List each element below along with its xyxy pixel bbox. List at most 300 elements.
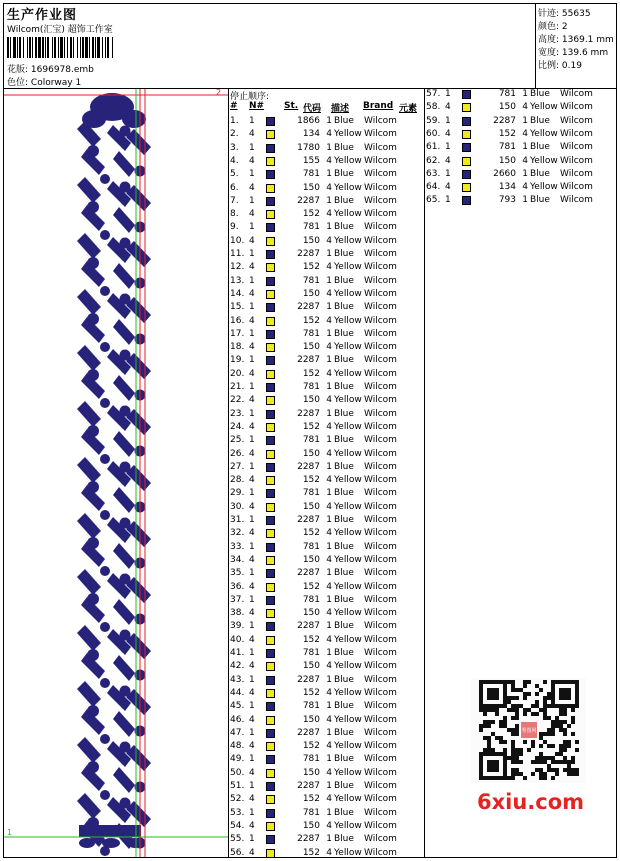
thread-code: 134 <box>302 129 320 140</box>
stop-number: 9. <box>230 222 239 233</box>
pattern-motif <box>102 838 120 848</box>
thread-code: 150 <box>302 767 320 778</box>
color-code: 1 <box>326 594 332 605</box>
color-code: 4 <box>326 262 332 273</box>
qr-module <box>555 768 559 772</box>
table-row <box>230 354 425 367</box>
stop-number: 32. <box>230 528 245 539</box>
design-file <box>7 62 94 75</box>
qr-module <box>527 680 531 684</box>
color-swatch <box>266 410 275 419</box>
thread-brand: Wilcom <box>364 288 397 299</box>
qr-module <box>511 772 515 776</box>
qr-module <box>571 768 575 772</box>
stop-number: 52. <box>230 794 245 805</box>
stop-number: 28. <box>230 475 245 486</box>
color-description: Yellow <box>334 395 362 406</box>
thread-code: 150 <box>302 288 320 299</box>
color-code: 1 <box>522 142 528 153</box>
qr-module <box>563 708 567 712</box>
qr-module <box>511 748 515 752</box>
color-swatch <box>266 197 275 206</box>
color-swatch <box>266 330 275 339</box>
stop-number: 17. <box>230 328 245 339</box>
stop-number: 34. <box>230 554 245 565</box>
qr-module <box>503 720 507 724</box>
qr-module <box>511 732 515 736</box>
stop-number: 38. <box>230 608 245 619</box>
color-code: 1 <box>326 754 332 765</box>
qr-module <box>531 712 535 716</box>
pattern-leaf <box>77 737 101 763</box>
color-swatch <box>462 157 471 166</box>
thread-brand: Wilcom <box>364 408 397 419</box>
thread-code: 152 <box>302 528 320 539</box>
color-code: 4 <box>326 368 332 379</box>
qr-module <box>487 708 491 712</box>
needle-number: 1 <box>249 408 255 419</box>
meta-label: 比例: <box>538 61 560 71</box>
table-row <box>230 474 425 487</box>
color-swatch <box>266 676 275 685</box>
table-row <box>230 128 425 141</box>
needle-number: 4 <box>249 235 255 246</box>
color-swatch <box>266 210 275 219</box>
site-logo: 6xiu.com <box>477 790 585 814</box>
stop-number: 40. <box>230 634 245 645</box>
qr-module <box>507 708 511 712</box>
thread-brand: Wilcom <box>560 89 593 99</box>
qr-module <box>563 748 567 752</box>
stop-number: 29. <box>230 488 245 499</box>
meta-value: 0.19 <box>561 61 582 71</box>
thread-brand: Wilcom <box>364 820 397 831</box>
thread-code: 150 <box>302 501 320 512</box>
needle-number: 1 <box>249 781 255 791</box>
pattern-motif <box>127 838 143 848</box>
qr-badge-label: 秀图网 <box>521 728 537 734</box>
qr-module <box>575 768 579 772</box>
pattern-leaf <box>113 431 135 457</box>
qr-module <box>559 760 563 764</box>
pattern-dot <box>100 678 110 688</box>
qr-module <box>551 776 555 780</box>
col-header-brand: Brand <box>363 101 394 111</box>
table-row <box>230 288 425 301</box>
thread-code: 152 <box>302 262 320 273</box>
qr-module <box>535 684 539 688</box>
qr-module <box>543 732 547 736</box>
thread-code: 2287 <box>297 568 320 579</box>
needle-number: 1 <box>249 249 255 259</box>
qr-module <box>487 720 491 724</box>
needle-number: 4 <box>249 634 255 645</box>
qr-module <box>559 720 563 724</box>
qr-module <box>503 740 507 744</box>
color-swatch <box>266 370 275 379</box>
needle-number: 4 <box>249 608 255 619</box>
color-swatch <box>462 196 471 205</box>
color-description: Blue <box>334 648 354 658</box>
needle-number: 1 <box>249 807 255 818</box>
thread-code: 2287 <box>297 461 320 472</box>
pattern-dot <box>120 126 131 137</box>
qr-module <box>575 772 579 776</box>
stop-number: 44. <box>230 687 245 698</box>
qr-module <box>539 708 543 712</box>
color-description: Blue <box>334 834 354 845</box>
thread-brand: Wilcom <box>364 701 397 712</box>
color-description: Yellow <box>334 847 362 858</box>
qr-module <box>511 728 515 732</box>
needle-number: 4 <box>445 128 451 139</box>
needle-number: 4 <box>249 315 255 326</box>
needle-number: 4 <box>249 155 255 166</box>
color-swatch <box>266 702 275 711</box>
color-code: 1 <box>522 89 528 99</box>
qr-module <box>567 724 571 728</box>
thread-brand: Wilcom <box>364 554 397 565</box>
table-row <box>426 168 620 181</box>
col-header-code: 代码 <box>303 104 322 114</box>
thread-brand: Wilcom <box>364 275 397 286</box>
thread-code: 781 <box>302 594 320 605</box>
stop-number: 45. <box>230 701 245 712</box>
thread-code: 155 <box>302 155 320 166</box>
qr-module <box>491 708 495 712</box>
table-row <box>230 687 425 700</box>
qr-module <box>575 740 579 744</box>
thread-brand: Wilcom <box>364 169 397 180</box>
qr-module <box>539 736 543 740</box>
color-swatch <box>266 117 275 126</box>
meta-scale <box>538 58 582 71</box>
color-description: Yellow <box>334 741 362 752</box>
meta-label: 高度: <box>538 35 560 45</box>
thread-brand: Wilcom <box>364 328 397 339</box>
qr-module <box>515 728 519 732</box>
thread-code: 152 <box>302 741 320 752</box>
qr-module <box>511 704 515 708</box>
thread-brand: Wilcom <box>364 395 397 406</box>
table-row <box>230 501 425 514</box>
pattern-dot <box>120 294 131 305</box>
qr-module <box>515 724 519 728</box>
qr-module <box>543 756 547 760</box>
table-row <box>230 301 425 314</box>
qr-module <box>559 748 563 752</box>
qr-module <box>523 684 527 688</box>
color-code: 4 <box>326 847 332 858</box>
stop-number: 36. <box>230 581 245 592</box>
color-description: Yellow <box>334 608 362 619</box>
qr-module <box>503 748 507 752</box>
needle-number: 1 <box>249 515 255 525</box>
table-row <box>230 767 425 780</box>
stop-number: 39. <box>230 621 245 632</box>
table-row <box>230 620 425 633</box>
table-row <box>230 381 425 394</box>
stop-number: 16. <box>230 315 245 326</box>
qr-module <box>511 740 515 744</box>
color-code: 4 <box>326 554 332 565</box>
table-row <box>230 714 425 727</box>
color-code: 1 <box>326 727 332 738</box>
color-description: Yellow <box>334 288 362 299</box>
barcode <box>7 37 157 58</box>
color-swatch <box>266 184 275 193</box>
needle-number: 1 <box>249 275 255 286</box>
table-row <box>230 182 425 195</box>
color-description: Yellow <box>334 661 362 672</box>
pattern-leaf <box>77 401 101 427</box>
qr-module <box>555 772 559 776</box>
pattern-dot <box>120 182 131 193</box>
color-description: Blue <box>334 807 354 818</box>
qr-module <box>559 724 563 728</box>
stop-number: 53. <box>230 807 245 818</box>
qr-module <box>519 772 523 776</box>
color-description: Yellow <box>334 501 362 512</box>
stop-number: 35. <box>230 568 245 579</box>
table-row <box>230 674 425 687</box>
qr-module <box>523 776 527 780</box>
qr-module <box>511 684 515 688</box>
qr-module <box>543 760 547 764</box>
color-code: 1 <box>326 116 332 126</box>
qr-module <box>547 696 551 700</box>
color-description: Blue <box>530 195 550 206</box>
thread-brand: Wilcom <box>364 714 397 725</box>
thread-code: 134 <box>498 182 516 193</box>
stop-number: 49. <box>230 754 245 765</box>
needle-number: 4 <box>249 182 255 193</box>
needle-number: 1 <box>249 834 255 845</box>
table-row <box>230 142 425 155</box>
pattern-leaf <box>113 319 135 345</box>
table-row <box>230 394 425 407</box>
qr-module <box>571 720 575 724</box>
pattern-leaf <box>77 233 101 259</box>
pattern-leaf <box>113 655 135 681</box>
stop-number: 61. <box>426 142 441 153</box>
stop-number: 2. <box>230 129 239 140</box>
thread-brand: Wilcom <box>364 807 397 818</box>
table-row <box>230 807 425 820</box>
color-code: 1 <box>326 781 332 791</box>
qr-module <box>559 744 563 748</box>
qr-module <box>551 768 555 772</box>
thread-code: 781 <box>302 328 320 339</box>
qr-module <box>543 708 547 712</box>
thread-brand: Wilcom <box>364 315 397 326</box>
color-description: Blue <box>334 222 354 233</box>
color-code: 4 <box>326 794 332 805</box>
stop-number: 18. <box>230 342 245 353</box>
color-swatch <box>266 543 275 552</box>
qr-module <box>527 748 531 752</box>
qr-module <box>483 708 487 712</box>
color-description: Blue <box>334 142 354 153</box>
qr-module <box>547 744 551 748</box>
color-description: Blue <box>334 515 354 525</box>
color-swatch <box>462 117 471 126</box>
color-description: Blue <box>334 461 354 472</box>
color-description: Blue <box>334 116 354 126</box>
thread-code: 152 <box>302 634 320 645</box>
qr-module <box>515 712 519 716</box>
qr-module <box>531 772 535 776</box>
qr-module <box>535 756 539 760</box>
qr-module <box>507 696 511 700</box>
stop-number: 43. <box>230 674 245 685</box>
color-code: 4 <box>326 608 332 619</box>
pattern-dot <box>100 230 110 240</box>
color-swatch <box>462 130 471 139</box>
qr-module <box>567 764 571 768</box>
thread-brand: Wilcom <box>364 262 397 273</box>
thread-code: 2660 <box>493 168 516 179</box>
qr-module <box>559 728 563 732</box>
qr-module <box>535 704 539 708</box>
color-code: 4 <box>326 687 332 698</box>
qr-module <box>539 744 543 748</box>
table-row <box>230 115 425 128</box>
color-swatch <box>266 383 275 392</box>
stop-number: 56. <box>230 847 245 858</box>
thread-brand: Wilcom <box>560 142 593 153</box>
pattern-leaf <box>113 375 135 401</box>
table-row <box>230 753 425 766</box>
qr-code <box>471 678 586 783</box>
qr-finder <box>487 688 499 700</box>
thread-code: 152 <box>302 209 320 220</box>
color-swatch <box>266 822 275 831</box>
qr-module <box>543 712 547 716</box>
colorway-value: Colorway 1 <box>30 78 82 88</box>
qr-module <box>571 708 575 712</box>
needle-number: 1 <box>445 115 451 126</box>
qr-module <box>507 700 511 704</box>
qr-module <box>523 680 527 684</box>
color-description: Blue <box>334 435 354 446</box>
pattern-dot <box>100 566 110 576</box>
thread-code: 150 <box>302 235 320 246</box>
color-code: 4 <box>326 581 332 592</box>
thread-code: 793 <box>498 195 516 206</box>
col-header-st: St. <box>284 101 299 111</box>
table-row <box>230 833 425 846</box>
table-row <box>230 541 425 554</box>
qr-module <box>571 772 575 776</box>
thread-code: 781 <box>302 754 320 765</box>
qr-module <box>515 768 519 772</box>
needle-number: 4 <box>445 182 451 193</box>
needle-number: 4 <box>249 129 255 140</box>
qr-module <box>551 760 555 764</box>
qr-module <box>531 744 535 748</box>
qr-module <box>567 768 571 772</box>
needle-number: 4 <box>249 288 255 299</box>
color-description: Blue <box>530 89 550 99</box>
meta-label: 宽度: <box>538 48 560 58</box>
thread-brand: Wilcom <box>364 448 397 459</box>
col-header-no: # <box>230 101 238 111</box>
pattern-dot <box>120 238 131 249</box>
color-swatch <box>266 622 275 631</box>
pattern-dot <box>100 286 110 296</box>
color-swatch <box>266 809 275 818</box>
qr-module <box>539 772 543 776</box>
needle-number: 4 <box>249 820 255 831</box>
pattern-leaf <box>77 177 101 203</box>
qr-finder <box>487 760 499 772</box>
thread-code: 2287 <box>297 834 320 845</box>
thread-code: 152 <box>498 128 516 139</box>
thread-brand: Wilcom <box>364 302 397 313</box>
stop-number: 12. <box>230 262 245 273</box>
color-description: Blue <box>334 594 354 605</box>
thread-brand: Wilcom <box>364 581 397 592</box>
color-description: Yellow <box>334 342 362 353</box>
stop-number: 8. <box>230 209 239 220</box>
thread-brand: Wilcom <box>364 541 397 552</box>
qr-module <box>511 680 515 684</box>
thread-code: 2287 <box>297 249 320 259</box>
thread-brand: Wilcom <box>560 155 593 166</box>
thread-code: 150 <box>302 342 320 353</box>
color-code: 1 <box>326 621 332 632</box>
qr-module <box>543 772 547 776</box>
table-row <box>230 248 425 261</box>
color-swatch <box>266 463 275 472</box>
pattern-bottom-band <box>79 825 141 837</box>
meta-width <box>538 45 608 58</box>
color-description: Yellow <box>334 448 362 459</box>
qr-module <box>487 736 491 740</box>
color-description: Yellow <box>530 155 558 166</box>
qr-module <box>515 732 519 736</box>
qr-module <box>543 776 547 780</box>
color-description: Yellow <box>334 182 362 193</box>
meta-label: 颜色: <box>538 22 560 32</box>
color-code: 1 <box>326 541 332 552</box>
pattern-leaf <box>77 625 101 651</box>
color-swatch <box>266 716 275 725</box>
color-swatch <box>266 436 275 445</box>
qr-module <box>571 756 575 760</box>
color-swatch <box>266 263 275 272</box>
qr-module <box>531 704 535 708</box>
color-swatch <box>266 729 275 738</box>
color-code: 4 <box>326 661 332 672</box>
pattern-leaf <box>113 487 135 513</box>
qr-module <box>511 760 515 764</box>
thread-brand: Wilcom <box>364 368 397 379</box>
qr-module <box>531 760 535 764</box>
color-description: Yellow <box>530 128 558 139</box>
color-code: 4 <box>326 448 332 459</box>
preview-divider <box>228 88 229 858</box>
color-swatch <box>462 183 471 192</box>
qr-module <box>547 756 551 760</box>
thread-code: 150 <box>302 554 320 565</box>
qr-module <box>543 680 547 684</box>
thread-brand: Wilcom <box>560 182 593 193</box>
color-swatch <box>266 769 275 778</box>
color-description: Blue <box>530 115 550 126</box>
color-description: Yellow <box>334 554 362 565</box>
